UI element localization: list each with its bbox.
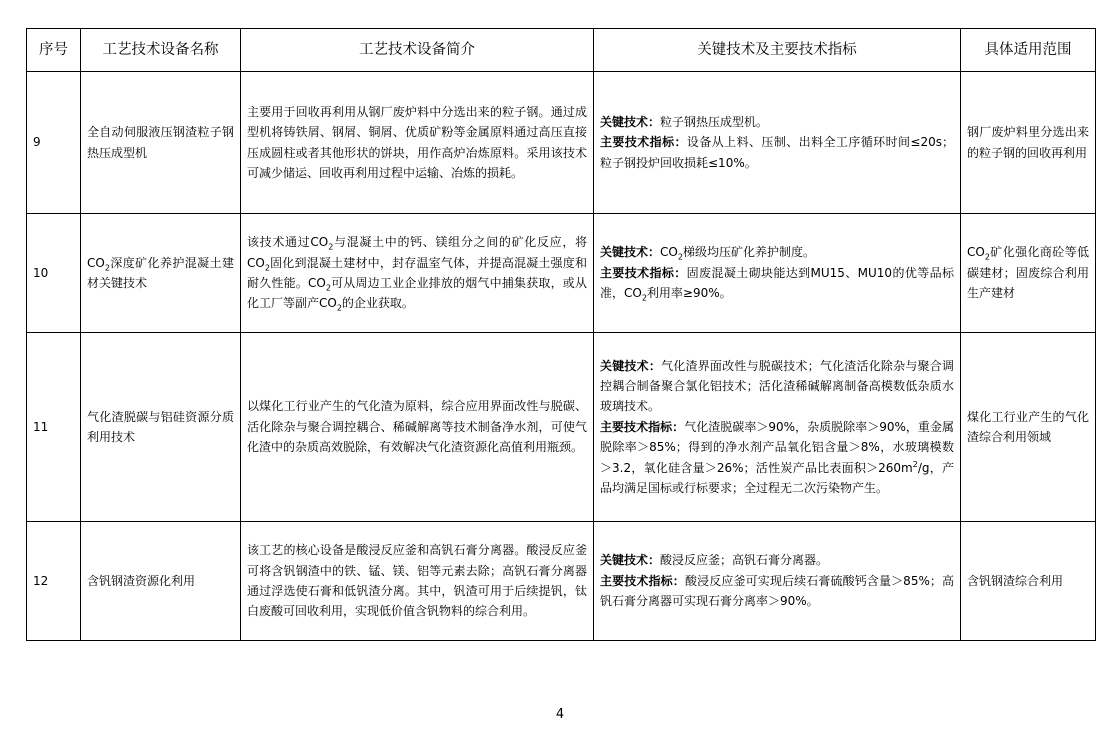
equipment-name: 全自动伺服液压钢渣粒子钢热压成型机 xyxy=(81,72,241,214)
key-tech-label: 关键技术： xyxy=(600,245,661,260)
key-tech-line xyxy=(600,112,954,132)
table-row xyxy=(27,333,1096,522)
key-tech-cell xyxy=(594,333,961,522)
header-name: 工艺技术设备名称 xyxy=(81,29,241,72)
scope-cell: 钢厂废炉料里分选出来的粒子钢的回收再利用 xyxy=(961,72,1096,214)
key-tech-line: 关键技术：酸浸反应釜；高钒石膏分离器。 xyxy=(600,553,829,568)
equipment-intro: 以煤化工行业产生的气化渣为原料，综合应用界面改性与脱碳、活化除杂与聚合调控耦合、稀碱解离等技术制备净水剂，可使气化渣中的杂质高效脱除，有效解决气化渣资源化高值利用瓶颈。 xyxy=(241,333,594,522)
scope-cell: 含钒钢渣综合利用 xyxy=(961,522,1096,641)
row-number: 12 xyxy=(27,522,81,641)
scope-cell: 煤化工行业产生的气化渣综合利用领域 xyxy=(961,333,1096,522)
key-tech-label: 关键技术： xyxy=(600,114,661,129)
indicator-line: 主要技术指标：固废混凝土砌块能达到MU15、MU10的优等品标准，$CO_2$利用率≥90%。 xyxy=(600,265,954,303)
indicator-line xyxy=(600,132,954,173)
header-no: 序号 xyxy=(27,29,81,72)
indicator-label: 主要技术指标： xyxy=(600,135,687,150)
header-key-tech: 关键技术及主要技术指标 xyxy=(594,29,961,72)
table-row xyxy=(27,214,1096,333)
table-row xyxy=(27,522,1096,641)
indicator-label: 主要技术指标： xyxy=(600,573,685,588)
indicator-label: 主要技术指标： xyxy=(600,265,687,280)
row-number: 9 xyxy=(27,72,81,214)
equipment-name: $CO_2$深度矿化养护混凝土建材关键技术 xyxy=(81,214,241,333)
table-header-row xyxy=(27,29,1096,72)
key-tech-cell xyxy=(594,214,961,333)
scope-cell: $CO_2$矿化强化商砼等低碳建材；固废综合利用生产建材 xyxy=(961,214,1096,333)
row-number: 10 xyxy=(27,214,81,333)
equipment-intro: 该技术通过$CO_2$与混凝土中的钙、镁组分之间的矿化反应，将$CO_2$固化到混凝土建材中，封存温室气体，并提高混凝土强度和耐久性能。$CO_2$可从周边工业企业排放的烟气中捕集获取，或从化工厂等副产$CO_2$的企业获取。 xyxy=(241,214,594,333)
indicator-label: 主要技术指标： xyxy=(600,419,685,434)
equipment-intro: 主要用于回收再利用从钢厂废炉料中分选出来的粒子钢。通过成型机将铸铁屑、钢屑、铜屑、优质矿粉等金属原料通过高压直接压成圆柱或者其他形状的饼块，用作高炉冶炼原料。采用该技术可减少储运、回收再利用过程中运输、冶炼的损耗。 xyxy=(241,72,594,214)
equipment-intro: 该工艺的核心设备是酸浸反应釜和高钒石膏分离器。酸浸反应釜可将含钒钢渣中的铁、锰、镁、铝等元素去除；高钒石膏分离器通过浮选使石膏和低钒渣分离。其中，钒渣可用于后续提钒，钛白废酸可回收利用，实现低价值含钒物料的综合利用。 xyxy=(241,522,594,641)
key-tech-line: 关键技术：$CO_2$梯级均压矿化养护制度。 xyxy=(600,245,815,262)
equipment-name: 含钒钢渣资源化利用 xyxy=(81,522,241,641)
indicator-line: 主要技术指标：气化渣脱碳率＞90%，杂质脱除率＞90%，重金属脱除率＞85%；得到的净水剂产品氧化铝含量＞8%，水玻璃模数＞3.2，氧化硅含量＞26%；活性炭产品比表面积$>260m^2/g$，产品均满足国标或行标要求；全过程无二次污染物产生。 xyxy=(600,419,954,496)
key-tech-text: 粒子钢热压成型机。 xyxy=(660,114,769,129)
page-number: 4 xyxy=(555,707,565,722)
header-scope: 具体适用范围 xyxy=(961,29,1096,72)
key-tech-cell xyxy=(594,522,961,641)
indicator-line: 主要技术指标：酸浸反应釜可实现后续石膏硫酸钙含量＞85%；高钒石膏分离器可实现石膏分离率＞90%。 xyxy=(600,573,954,609)
key-tech-label: 关键技术： xyxy=(600,358,662,373)
header-intro: 工艺技术设备简介 xyxy=(241,29,594,72)
equipment-name: 气化渣脱碳与铝硅资源分质利用技术 xyxy=(81,333,241,522)
equipment-table xyxy=(26,28,1096,641)
row-number: 11 xyxy=(27,333,81,522)
indicator-text: 设备从上料、压制、出料全工序循环时间≤20s；粒子钢投炉回收损耗≤10%。 xyxy=(600,135,954,170)
table-row xyxy=(27,72,1096,214)
key-tech-line: 关键技术：气化渣界面改性与脱碳技术；气化渣活化除杂与聚合调控耦合制备聚合氯化铝技术；活化渣稀碱解离制备高模数低杂质水玻璃技术。 xyxy=(600,358,954,414)
key-tech-label: 关键技术： xyxy=(600,553,661,568)
key-tech-cell xyxy=(594,72,961,214)
